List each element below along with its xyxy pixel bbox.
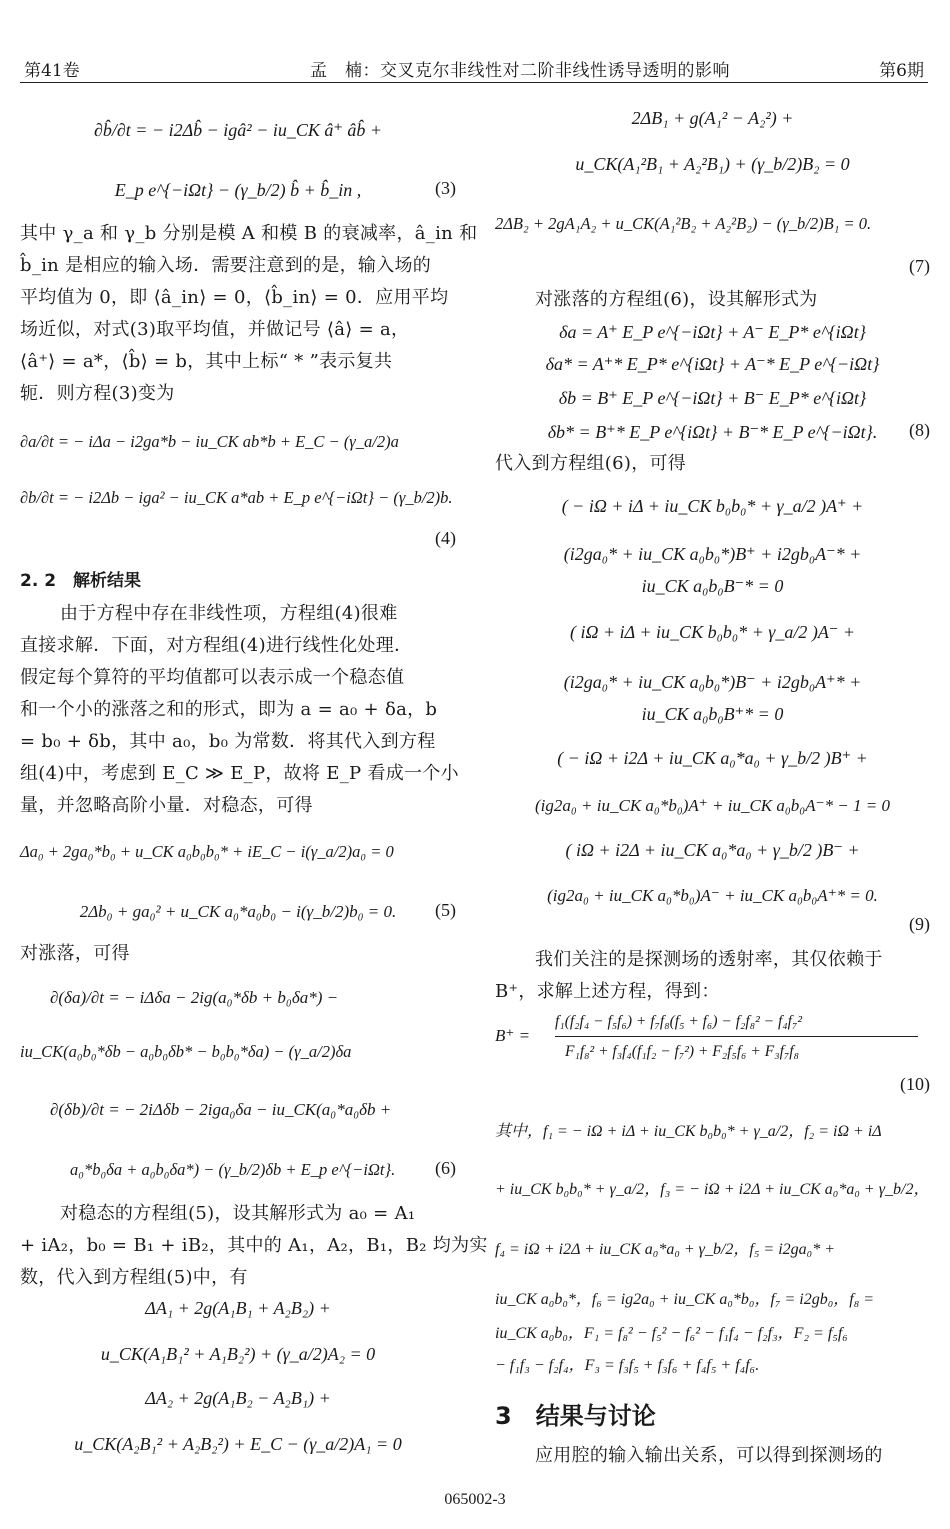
paragraph-line: 由于方程中存在非线性项，方程组(4)很难 xyxy=(60,603,398,624)
left-column xyxy=(20,96,488,1459)
equation-9-line-6: iu_CK a₀b₀B⁺* = 0 xyxy=(641,704,784,724)
equation-number: (9) xyxy=(909,914,930,934)
equation-10-lhs: B⁺ = xyxy=(495,1026,531,1045)
definition-line: f₄ = iΩ + i2Δ + iu_CK a₀*a₀ + γ_b/2，f₅ = i2ga₀* + xyxy=(495,1241,836,1258)
equation-5-line-2: 2Δb₀ + ga₀² + u_CK a₀*a₀b₀ − i(γ_b/2)b₀ = 0. xyxy=(79,902,397,921)
paragraph-line: 对稳态的方程组(5)，设其解形式为 a₀ = A₁ xyxy=(60,1203,416,1224)
equation-7-line-6: u_CK(A₁²B₁ + A₂²B₁) + (γ_b/2)B₂ = 0 xyxy=(575,154,850,174)
equation-number: (5) xyxy=(435,900,456,920)
article-title: 孟 楠：交叉克尔非线性对二阶非线性诱导透明的影响 xyxy=(310,61,730,81)
definition-line: iu_CK a₀b₀，F₁ = f₈² − f₅² − f₆² − f₁f₄ − f₂f₃，F₂ = f₅f₆ xyxy=(495,1325,848,1342)
section-heading: 2. 2 解析结果 xyxy=(20,571,142,591)
paragraph-line: 我们关注的是探测场的透射率，其仅依赖于 xyxy=(535,949,883,970)
section-heading: 3 结果与讨论 xyxy=(495,1402,656,1430)
equation-7-line-4: u_CK(A₂B₁² + A₂B₂²) + E_C − (γ_a/2)A₁ = 0 xyxy=(74,1434,402,1454)
equation-9-line-2: (i2ga₀* + iu_CK a₀b₀*)B⁺ + i2gb₀A⁻* + xyxy=(563,544,862,564)
equation-number: (10) xyxy=(900,1074,930,1094)
paragraph-line: 对涨落，可得 xyxy=(20,943,130,964)
equation-9-line-3: iu_CK a₀b₀B⁻* = 0 xyxy=(641,576,784,596)
paragraph-line: + iA₂，b₀ = B₁ + iB₂，其中的 A₁，A₂，B₁，B₂ 均为实 xyxy=(20,1235,488,1256)
equation-10-numerator: f₁(f₂f₄ − f₅f₆) + f₇f₈(f₅ + f₆) − f₂f₈² − f₄f₇² xyxy=(555,1013,803,1030)
equation-9-line-8: (ig2a₀ + iu_CK a₀*b₀)A⁺ + iu_CK a₀b₀A⁻* − 1 = 0 xyxy=(535,796,890,815)
running-header xyxy=(20,52,928,83)
equation-4-line-1: ∂a/∂t = − iΔa − i2ga*b − iu_CK ab*b + E_C − (γ_a/2)a xyxy=(20,432,399,451)
paragraph-line: 平均值为 0，即 ⟨â_in⟩ = 0，⟨b̂_in⟩ = 0．应用平均 xyxy=(20,287,449,308)
equation-9-line-9: ( iΩ + i2Δ + iu_CK a₀*a₀ + γ_b/2 )B⁻ + xyxy=(565,840,860,860)
paragraph-line: 组(4)中，考虑到 E_C ≫ E_P，故将 E_P 看成一个小 xyxy=(20,763,459,784)
equation-10-denominator: F₁f₈² + f₃f₄(f₁f₂ − f₇²) + F₂f₅f₆ + F₃f₇f₈ xyxy=(565,1043,799,1060)
equation-number: (8) xyxy=(909,420,930,440)
equation-8-line-1: δa = A⁺ E_P e^{−iΩt} + A⁻ E_P* e^{iΩt} xyxy=(559,322,866,342)
equation-4-line-2: ∂b/∂t = − i2Δb − iga² − iu_CK a*ab + E_p e^{−iΩt} − (γ_b/2)b. xyxy=(20,488,453,507)
equation-9-line-7: ( − iΩ + i2Δ + iu_CK a₀*a₀ + γ_b/2 )B⁺ + xyxy=(557,748,868,768)
paragraph-line: 代入到方程组(6)，可得 xyxy=(495,453,687,474)
paragraph-line: b̂_in 是相应的输入场．需要注意到的是，输入场的 xyxy=(20,255,432,276)
equation-7-line-5: 2ΔB₁ + g(A₁² − A₂²) + xyxy=(631,108,794,128)
page-identifier: 065002-3 xyxy=(444,1491,506,1508)
equation-9-line-1: ( − iΩ + iΔ + iu_CK b₀b₀* + γ_a/2 )A⁺ + xyxy=(561,496,864,516)
right-column xyxy=(495,96,930,1466)
paragraph-line: 场近似，对式(3)取平均值，并做记号 ⟨â⟩ = a， xyxy=(20,319,410,340)
paragraph-line: 数，代入到方程组(5)中，有 xyxy=(20,1267,248,1288)
equation-8-line-2: δa* = A⁺* E_P* e^{iΩt} + A⁻* E_P e^{−iΩt} xyxy=(545,354,880,374)
issue-label: 第6期 xyxy=(879,61,924,81)
equation-5-line-1: Δa₀ + 2ga₀*b₀ + u_CK a₀b₀b₀* + iE_C − i(γ_a/2)a₀ = 0 xyxy=(20,842,394,861)
equation-number: (7) xyxy=(909,256,930,276)
equation-9-line-5: (i2ga₀* + iu_CK a₀b₀*)B⁻ + i2gb₀A⁺* + xyxy=(563,672,862,692)
equation-8-line-4: δb* = B⁺* E_P e^{iΩt} + B⁻* E_P e^{−iΩt}. xyxy=(547,422,878,442)
equation-3-line-1: ∂b̂/∂t = − i2Δb̂ − igâ² − iu_CK â⁺ âb̂ + xyxy=(94,120,382,140)
paragraph-line: 量，并忽略高阶小量．对稳态，可得 xyxy=(20,795,313,816)
volume-label: 第41卷 xyxy=(24,61,80,81)
paragraph-line: 轭．则方程(3)变为 xyxy=(20,383,175,404)
paragraph-line: 其中 γ_a 和 γ_b 分别是模 A 和模 B 的衰减率，â_in 和 xyxy=(20,223,478,244)
definition-line: − f₁f₃ − f₂f₄，F₃ = f₃f₅ + f₃f₆ + f₄f₅ + f₄f₆. xyxy=(495,1357,760,1374)
definition-line: iu_CK a₀b₀*，f₆ = ig2a₀ + iu_CK a₀*b₀，f₇ = i2gb₀，f₈ = xyxy=(495,1291,875,1308)
paragraph-line: B⁺，求解上述方程，得到： xyxy=(495,981,720,1002)
equation-9-line-10: (ig2a₀ + iu_CK a₀*b₀)A⁻ + iu_CK a₀b₀A⁺* = 0. xyxy=(547,886,878,905)
paragraph-line: 假定每个算符的平均值都可以表示成一个稳态值 xyxy=(20,667,405,688)
equation-6-line-2: iu_CK(a₀b₀*δb − a₀b₀δb* − b₀b₀*δa) − (γ_a/2)δa xyxy=(20,1042,352,1061)
equation-3-line-2: E_p e^{−iΩt} − (γ_b/2) b̂ + b̂_in , xyxy=(114,180,362,200)
equation-7-line-3: ΔA₂ + 2g(A₁B₂ − A₂B₁) + xyxy=(145,1388,331,1408)
fraction-bar xyxy=(555,1036,918,1037)
equation-8-line-3: δb = B⁺ E_P e^{−iΩt} + B⁻ E_P* e^{iΩt} xyxy=(558,388,867,408)
equation-7-line-2: u_CK(A₁B₁² + A₁B₂²) + (γ_a/2)A₂ = 0 xyxy=(100,1344,376,1364)
equation-6-line-1: ∂(δa)/∂t = − iΔδa − 2ig(a₀*δb + b₀δa*) − xyxy=(50,988,339,1007)
paragraph-line: ⟨â⁺⟩ = a*，⟨b̂⟩ = b，其中上标“ * ”表示复共 xyxy=(20,351,393,372)
equation-9-line-4: ( iΩ + iΔ + iu_CK b₀b₀* + γ_a/2 )A⁻ + xyxy=(570,622,855,642)
paragraph-line: 直接求解．下面，对方程组(4)进行线性化处理． xyxy=(20,635,413,656)
equation-number: (4) xyxy=(435,528,456,548)
paragraph-line: 和一个小的涨落之和的形式，即为 a = a₀ + δa，b xyxy=(20,699,438,720)
definition-line: + iu_CK b₀b₀* + γ_a/2，f₃ = − iΩ + i2Δ + iu_CK a₀*a₀ + γ_b/2， xyxy=(495,1181,930,1198)
equation-6-line-3: ∂(δb)/∂t = − 2iΔδb − 2iga₀δa − iu_CK(a₀*a₀δb + xyxy=(50,1100,392,1119)
equation-7-line-1: ΔA₁ + 2g(A₁B₁ + A₂B₂) + xyxy=(145,1298,331,1318)
paragraph-line: 对涨落的方程组(6)，设其解形式为 xyxy=(535,289,818,310)
definition-line: 其中，f₁ = − iΩ + iΔ + iu_CK b₀b₀* + γ_a/2，f₂ = iΩ + iΔ xyxy=(495,1123,882,1140)
equation-7-line-7: 2ΔB₂ + 2gA₁A₂ + u_CK(A₁²B₂ + A₂²B₂) − (γ_b/2)B₁ = 0. xyxy=(495,214,872,233)
equation-number: (3) xyxy=(435,178,456,198)
equation-6-line-4: a₀*b₀δa + a₀b₀δa*) − (γ_b/2)δb + E_p e^{−iΩt}. xyxy=(70,1160,396,1179)
paragraph-line: = b₀ + δb，其中 a₀，b₀ 为常数．将其代入到方程 xyxy=(20,731,436,752)
paragraph-line: 应用腔的输入输出关系，可以得到探测场的 xyxy=(535,1445,883,1466)
equation-number: (6) xyxy=(435,1158,456,1178)
